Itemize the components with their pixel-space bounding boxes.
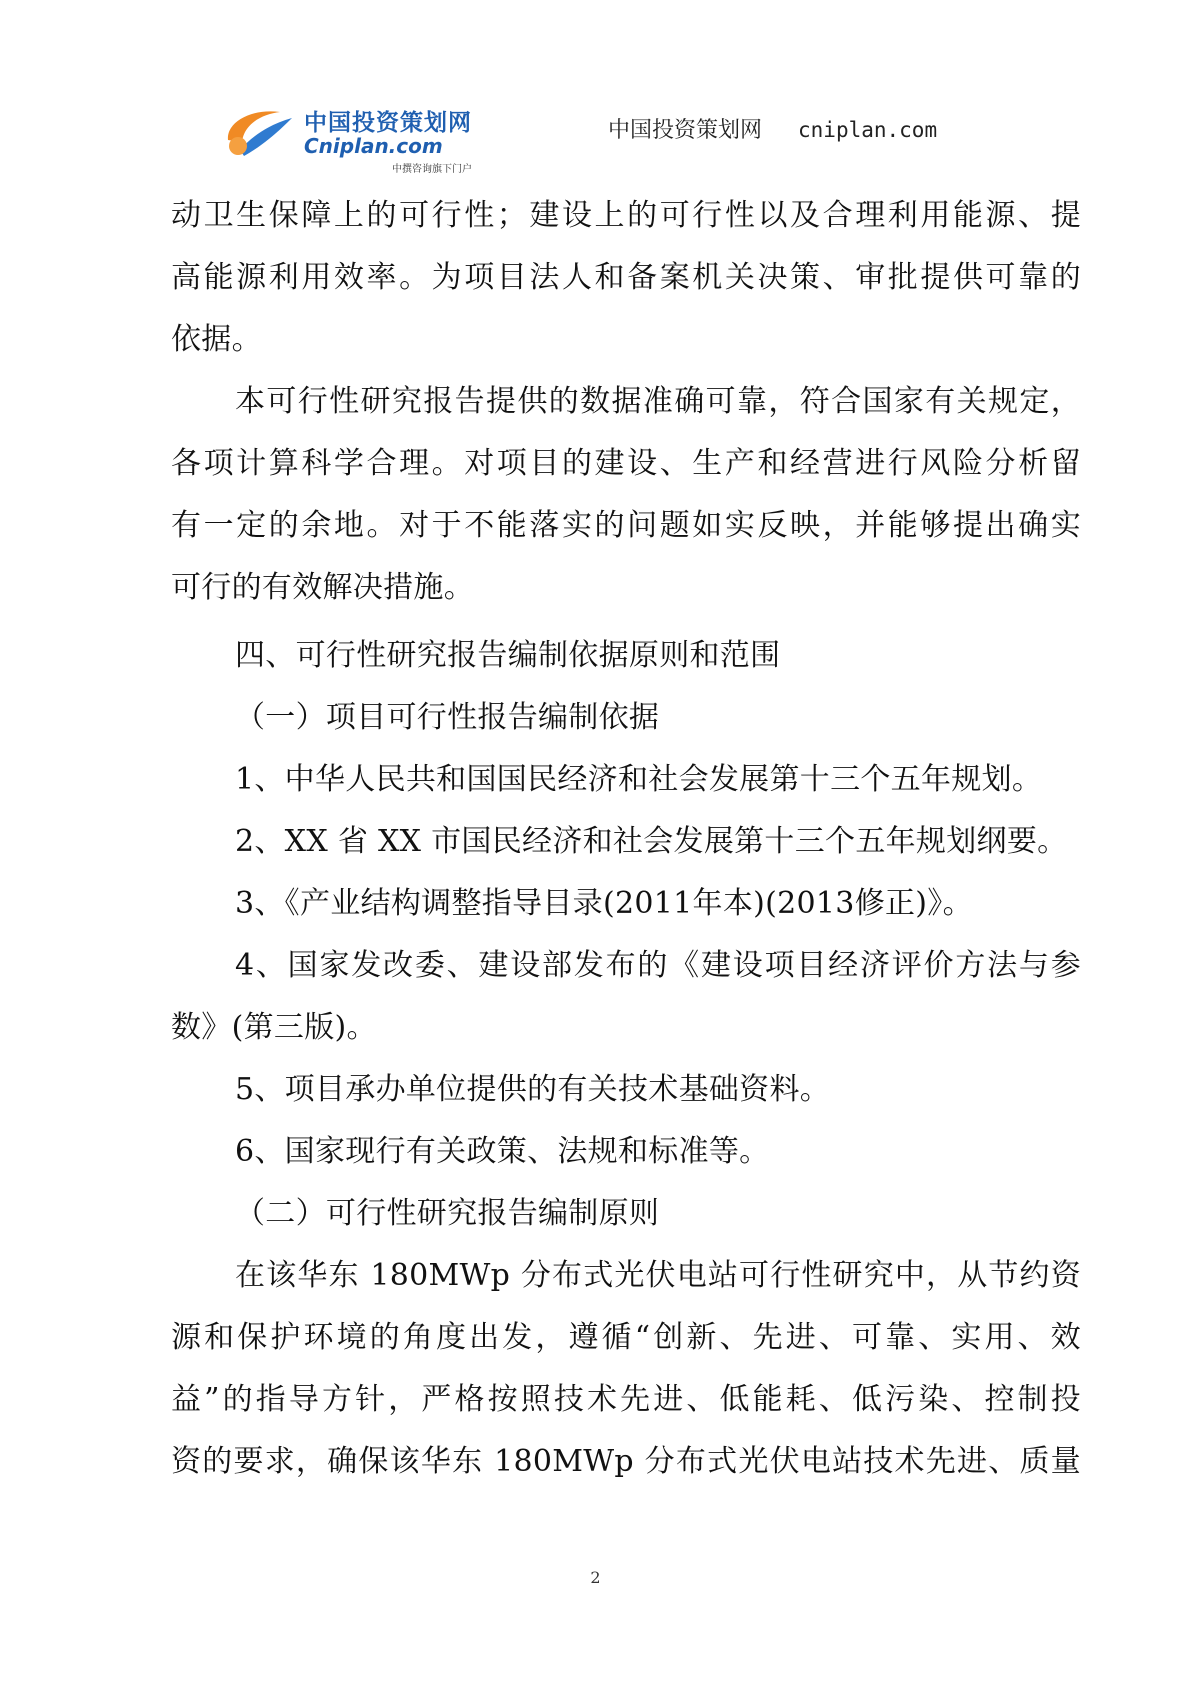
text-line: 有一定的余地。对于不能落实的问题如实反映，并能够提出确实 [171,508,1081,543]
header-site-url: cniplan.com [798,118,938,142]
subsection-heading: （二）可行性研究报告编制原则 [235,1196,660,1231]
text-line: 动卫生保障上的可行性；建设上的可行性以及合理利用能源、提 [171,198,1081,233]
logo-subtitle: 中撰咨询旗下门户 [392,164,472,175]
logo-english-text: Cniplan.com [304,134,443,158]
text-line: 在该华东 180MWp 分布式光伏电站可行性研究中，从节约资 [235,1258,1081,1293]
list-item: 6、国家现行有关政策、法规和标准等。 [235,1134,770,1169]
text-line: 资的要求，确保该华东 180MWp 分布式光伏电站技术先进、质量 [171,1444,1081,1479]
page-number: 2 [590,1568,601,1587]
header-site-name: 中国投资策划网 [608,118,763,143]
cniplan-logo [222,100,512,176]
page-header [608,113,937,144]
list-item: 5、项目承办单位提供的有关技术基础资料。 [235,1072,831,1107]
subsection-heading: （一）项目可行性报告编制依据 [235,700,660,735]
text-line: 依据。 [171,322,262,357]
text-line: 高能源利用效率。为项目法人和备案机关决策、审批提供可靠的 [171,260,1081,295]
document-body [171,185,1081,1493]
text-line: 源和保护环境的角度出发，遵循“创新、先进、可靠、实用、效 [171,1320,1081,1355]
list-item: 1、中华人民共和国国民经济和社会发展第十三个五年规划。 [235,762,1043,797]
list-item: 2、XX 省 XX 市国民经济和社会发展第十三个五年规划纲要。 [235,824,1068,859]
text-line: 各项计算科学合理。对项目的建设、生产和经营进行风险分析留 [171,446,1081,481]
list-item-continuation: 数》(第三版)。 [171,1010,377,1045]
section-heading: 四、可行性研究报告编制依据原则和范围 [235,638,781,673]
text-line: 可行的有效解决措施。 [171,570,474,605]
logo-chinese-text: 中国投资策划网 [304,110,472,136]
list-item: 3、《产业结构调整指导目录(2011年本)(2013修正)》。 [235,886,973,921]
list-item: 4、国家发改委、建设部发布的《建设项目经济评价方法与参 [235,948,1081,983]
text-line: 益”的指导方针，严格按照技术先进、低能耗、低污染、控制投 [171,1382,1081,1417]
logo-swoosh-icon [222,106,296,160]
text-line: 本可行性研究报告提供的数据准确可靠，符合国家有关规定， [235,384,1081,419]
